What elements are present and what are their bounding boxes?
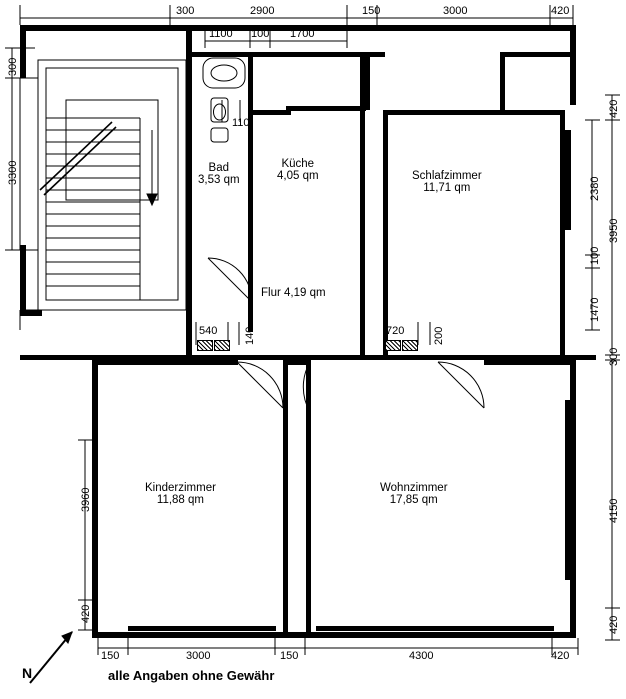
dim-right-420: 420 bbox=[608, 99, 620, 118]
dim-top-420: 420 bbox=[551, 5, 570, 17]
wall-bad-right bbox=[248, 110, 253, 332]
room-wohn-name: Wohnzimmer bbox=[380, 482, 448, 494]
wall-lower-bottom bbox=[92, 632, 576, 638]
wall-left-mid bbox=[20, 245, 26, 315]
room-flur-name: Flur 4,19 qm bbox=[261, 287, 326, 299]
wall-schlaf-top bbox=[383, 110, 565, 115]
dim-interior-110: 110 bbox=[232, 117, 250, 129]
dim-top-2900: 2900 bbox=[250, 5, 275, 17]
wall-kueche-top bbox=[253, 52, 365, 57]
sill-right-upper bbox=[565, 130, 571, 230]
sill-wohn-bottom bbox=[316, 626, 554, 631]
dim-bottom-150b: 150 bbox=[280, 650, 299, 662]
disclaimer-note: alle Angaben ohne Gewähr bbox=[108, 668, 275, 683]
room-bad-area: 3,53 qm bbox=[198, 174, 240, 186]
wall-bay-right-down bbox=[500, 52, 505, 110]
room-schlaf-name: Schlafzimmer bbox=[412, 170, 482, 182]
dim-bottom-4300: 4300 bbox=[409, 650, 434, 662]
dim-bottom-3000: 3000 bbox=[186, 650, 211, 662]
wall-lower-top-left bbox=[92, 360, 238, 365]
dim-interior-200: 200 bbox=[433, 326, 445, 345]
door-threshold-flur-kinder bbox=[197, 340, 213, 351]
dim-top-inner-1100: 1100 bbox=[209, 28, 233, 40]
door-threshold-flur-schlaf bbox=[402, 340, 418, 351]
dim-left-3960: 3960 bbox=[80, 487, 92, 512]
dim-interior-540: 540 bbox=[199, 325, 218, 337]
wall-kueche-right-inner bbox=[360, 110, 365, 355]
dim-right-4150: 4150 bbox=[608, 498, 620, 523]
room-wohn-area: 17,85 qm bbox=[389, 494, 438, 506]
room-label-wohnzimmer bbox=[380, 482, 448, 506]
dim-right-420-lower: 420 bbox=[608, 615, 620, 634]
dim-top-inner-100: 100 bbox=[251, 28, 270, 40]
dim-left-300: 300 bbox=[7, 57, 19, 76]
room-label-bad bbox=[198, 162, 240, 186]
dim-top-150: 150 bbox=[362, 5, 381, 17]
room-kueche-name: Küche bbox=[281, 158, 315, 170]
dim-top-3000: 3000 bbox=[443, 5, 468, 17]
dim-top-inner-1700: 1700 bbox=[290, 28, 315, 40]
wall-left-notch bbox=[20, 310, 42, 316]
dim-right-3950: 3950 bbox=[608, 218, 620, 243]
wall-schlaf-left bbox=[383, 110, 388, 355]
room-label-flur bbox=[261, 287, 326, 299]
room-schlaf-area: 11,71 qm bbox=[423, 182, 471, 194]
sill-kinder-bottom bbox=[128, 626, 276, 631]
wall-right-outer bbox=[570, 95, 576, 105]
dim-right-2380: 2380 bbox=[589, 176, 601, 201]
wall-top-bay-right bbox=[500, 52, 576, 57]
wall-left-upper bbox=[20, 25, 26, 78]
room-kinder-name: Kinderzimmer bbox=[145, 482, 216, 494]
wall-kueche-window-sill bbox=[286, 106, 366, 111]
room-label-kueche bbox=[277, 158, 319, 182]
room-kinder-area: 11,88 qm bbox=[156, 494, 205, 506]
wall-kueche-left-inner bbox=[253, 110, 291, 115]
north-label: N bbox=[22, 665, 33, 681]
sill-right-lower bbox=[565, 400, 571, 580]
dim-right-1470: 1470 bbox=[589, 297, 601, 322]
dim-interior-720: 720 bbox=[386, 325, 405, 337]
wall-top-right-step bbox=[570, 25, 576, 105]
dim-right-300: 300 bbox=[608, 347, 620, 366]
door-threshold-flur-wohn bbox=[385, 340, 401, 351]
dim-bottom-150: 150 bbox=[101, 650, 120, 662]
dim-left-420: 420 bbox=[80, 604, 92, 623]
wall-bad-right-upper bbox=[248, 52, 253, 110]
dim-bottom-420: 420 bbox=[551, 650, 570, 662]
dim-left-3300: 3300 bbox=[7, 160, 19, 185]
dim-right-100: 100 bbox=[589, 246, 601, 265]
room-label-kinderzimmer bbox=[145, 482, 216, 506]
dim-top-300: 300 bbox=[176, 5, 195, 17]
room-label-schlafzimmer bbox=[412, 170, 482, 194]
wall-wohn-left bbox=[306, 365, 311, 632]
wall-lower-left bbox=[92, 360, 98, 638]
room-kueche-area: 4,05 qm bbox=[277, 170, 319, 182]
wall-stairhall-right bbox=[186, 31, 192, 355]
door-threshold-flur-bad bbox=[214, 340, 230, 351]
wall-lower-top-right bbox=[484, 360, 576, 365]
wall-top-bay-left bbox=[365, 52, 385, 57]
wall-schlaf-top-open-left bbox=[365, 52, 370, 110]
dim-interior-140: 140 bbox=[244, 326, 256, 345]
wall-kinder-right bbox=[283, 365, 288, 632]
wall-bad-top bbox=[192, 52, 254, 57]
room-bad-name: Bad bbox=[208, 162, 230, 174]
sill-wohn-bottom-step bbox=[370, 632, 430, 638]
